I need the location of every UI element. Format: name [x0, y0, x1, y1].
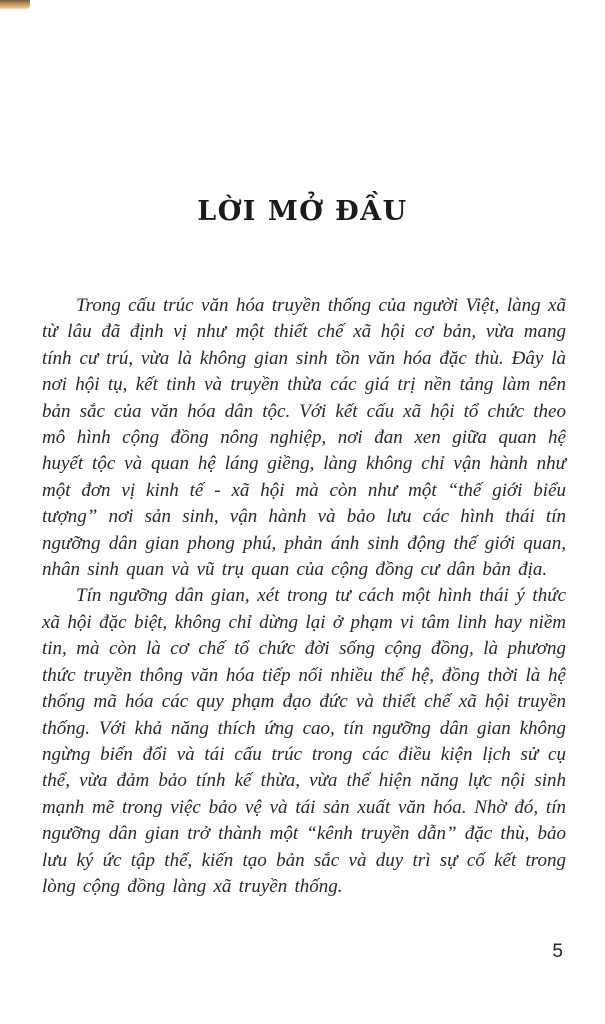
- body-text-block: [42, 293, 566, 900]
- page-title: LỜI MỞ ĐẦU: [197, 196, 408, 228]
- paragraph-2: Tín ngưỡng dân gian, xét trong tư cách một hình thái ý thức xã hội đặc biệt, không chỉ dừng lại ở phạm vi tâm linh hay niềm tin, mà còn là cơ chế tổ chức đời sống cộng đồng, là phương thức truyền thông văn hóa tiếp nối nhiều thế hệ, đồng thời là hệ thống mã hóa các quy phạm đạo đức và thiết chế xã hội truyền thống. Với khả năng thích ứng cao, tín ngưỡng dân gian không ngừng biến đổi và tái cấu trúc trong các điều kiện lịch sử cụ thể, vừa đảm bảo tính kế thừa, vừa thể hiện năng lực nội sinh mạnh mẽ trong việc bảo vệ và tái sản xuất văn hóa. Nhờ đó, tín ngưỡng dân gian trở thành một “kênh truyền dẫn” đặc thù, bảo lưu ký ức tập thể, kiến tạo bản sắc và duy trì sự cố kết trong lòng cộng đồng làng xã truyền thống.: [42, 585, 566, 897]
- scan-corner-artifact: [0, 0, 30, 9]
- page-number: 5: [552, 941, 563, 962]
- paragraph-1: Trong cấu trúc văn hóa truyền thống của người Việt, làng xã từ lâu đã định vị như một thiết chế xã hội cơ bản, vừa mang tính cư trú, vừa là không gian sinh tồn văn hóa đặc thù. Đây là nơi hội tụ, kết tinh và truyền thừa các giá trị nền tảng làm nên bản sắc của văn hóa dân tộc. Với kết cấu xã hội tổ chức theo mô hình cộng đồng nông nghiệp, nơi đan xen giữa quan hệ huyết tộc và quan hệ láng giềng, làng không chỉ vận hành như một đơn vị kinh tế - xã hội mà còn như một “thế giới biểu tượng” nơi sản sinh, vận hành và bảo lưu các hình thái tín ngưỡng dân gian phong phú, phản ánh sinh động thế giới quan, nhân sinh quan và vũ trụ quan của cộng đồng cư dân bản địa.: [42, 295, 566, 581]
